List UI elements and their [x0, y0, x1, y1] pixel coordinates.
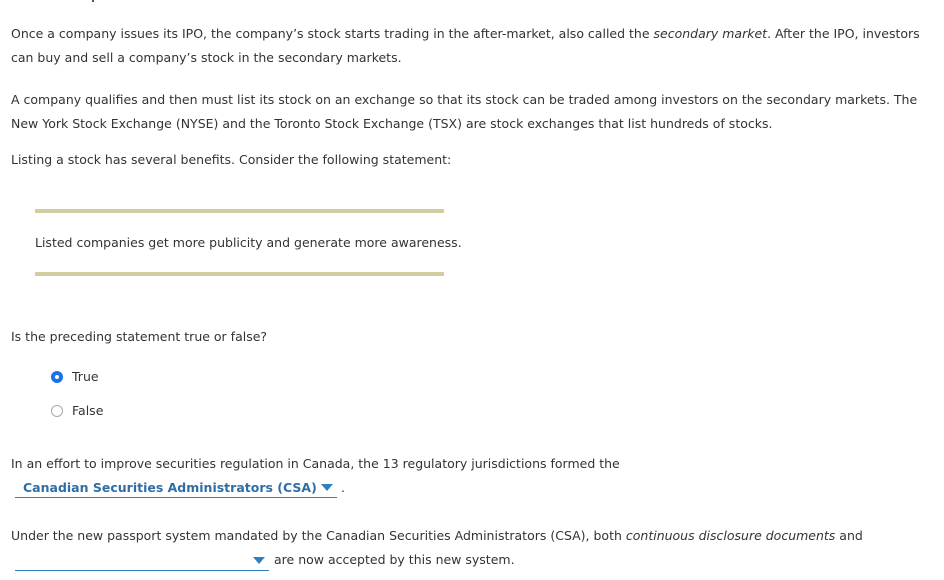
option-false-label: False — [72, 403, 104, 418]
regulation-paragraph: In an effort to improve securities regulation in Canada, the 13 regulatory jurisdictions formed the — [11, 456, 620, 471]
statement-text: Listed companies get more publicity and generate more awareness. — [35, 235, 462, 250]
regulator-dropdown[interactable] — [15, 478, 337, 498]
intro-text-start: Once a company issues its IPO, the company’s stock starts trading in the after-market, also called the — [11, 26, 654, 41]
option-true[interactable] — [50, 369, 99, 384]
secondary-market-term: secondary market — [653, 26, 768, 41]
radio-true-selected[interactable] — [51, 371, 63, 383]
option-true-label: True — [72, 369, 99, 384]
passport-text-and: and — [835, 528, 863, 543]
regulator-dropdown-value: Canadian Securities Administrators (CSA) — [23, 480, 317, 495]
continuous-disclosure-term: continuous disclosure documents — [625, 528, 836, 543]
intro-paragraph — [11, 22, 926, 70]
chevron-down-icon — [253, 557, 265, 564]
chevron-down-icon — [321, 484, 333, 491]
question-text: Is the preceding statement true or false? — [11, 329, 268, 344]
passport-text-start: Under the new passport system mandated by the Canadian Securities Administrators (CSA), both — [11, 528, 626, 543]
statement-top-divider — [35, 209, 444, 213]
passport-paragraph-tail: are now accepted by this new system. — [274, 552, 515, 567]
option-false[interactable] — [50, 403, 103, 418]
intro-text-end: . After the IPO, investors can buy and sell a company’s stock in the secondary markets. — [11, 26, 920, 65]
radio-false[interactable] — [51, 405, 63, 417]
cropped-text-fragment — [92, 0, 94, 2]
exchange-paragraph: A company qualifies and then must list its stock on an exchange so that its stock can be traded among investors on the secondary markets. The New York Stock Exchange (NYSE) and the Toronto Stock Exchange (TSX) are stock exchanges that list hundreds of stocks. — [11, 92, 918, 131]
benefits-paragraph: Listing a stock has several benefits. Consider the following statement: — [11, 152, 452, 167]
statement-bottom-divider — [35, 272, 444, 276]
document-type-dropdown[interactable] — [15, 551, 269, 571]
passport-paragraph — [11, 526, 863, 546]
sentence-period: . — [341, 480, 345, 495]
